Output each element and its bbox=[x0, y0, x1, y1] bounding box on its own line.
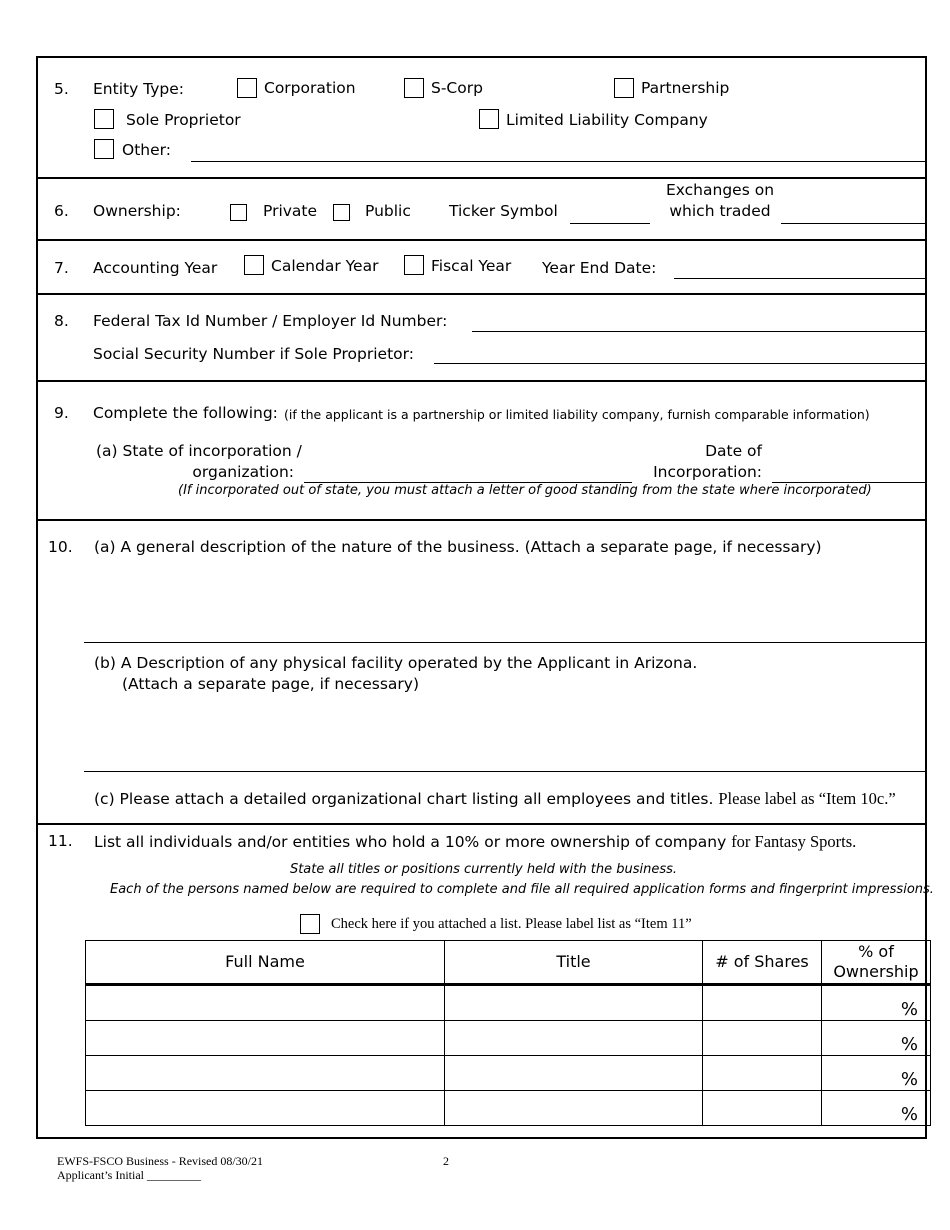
attached-list-checkbox[interactable] bbox=[300, 914, 320, 934]
year-end-date-label: Year End Date: bbox=[542, 259, 657, 277]
fein-label: Federal Tax Id Number / Employer Id Number: bbox=[93, 312, 448, 330]
state-incorporation-label-line1: (a) State of incorporation / bbox=[96, 442, 302, 460]
ssn-label: Social Security Number if Sole Proprietor: bbox=[93, 345, 414, 363]
item-number: 9. bbox=[54, 404, 69, 422]
table-row bbox=[86, 1091, 931, 1126]
partnership-label: Partnership bbox=[641, 79, 730, 97]
complete-following-label: Complete the following: bbox=[93, 404, 278, 422]
item-number: 6. bbox=[54, 202, 69, 220]
llc-label: Limited Liability Company bbox=[506, 111, 708, 129]
calendar-year-checkbox[interactable] bbox=[244, 255, 264, 275]
exchanges-label-line1: Exchanges on bbox=[665, 181, 775, 199]
entity-type-label: Entity Type: bbox=[93, 80, 185, 98]
title-cell[interactable] bbox=[445, 1056, 703, 1091]
year-end-date-input[interactable] bbox=[674, 278, 927, 279]
other-entity-input[interactable] bbox=[191, 161, 927, 162]
table-row bbox=[86, 1021, 931, 1056]
full-name-cell[interactable] bbox=[86, 985, 445, 1021]
sole-proprietor-label: Sole Proprietor bbox=[126, 111, 241, 129]
form-id: EWFS-FSCO Business - Revised 08/30/21 bbox=[57, 1154, 264, 1168]
header-ownership-pct: % of Ownership bbox=[822, 941, 931, 985]
applicant-initial: Applicant’s Initial _________ bbox=[57, 1168, 201, 1182]
facility-description-label-line1: (b) A Description of any physical facility operated by the Applicant in Arizona. bbox=[94, 654, 698, 672]
form-frame bbox=[36, 56, 934, 1139]
section-entity-type bbox=[38, 58, 925, 179]
header-shares: # of Shares bbox=[703, 941, 822, 985]
business-description-area[interactable] bbox=[84, 642, 927, 643]
business-description-label: (a) A general description of the nature of the business. (Attach a separate page, if necessary) bbox=[94, 538, 822, 556]
fein-input[interactable] bbox=[472, 331, 927, 332]
fingerprint-note: Each of the persons named below are required to complete and file all required application forms and fingerprint impressions. bbox=[110, 882, 934, 897]
item-number: 5. bbox=[54, 80, 69, 98]
full-name-cell[interactable] bbox=[86, 1056, 445, 1091]
facility-description-label-line2: (Attach a separate page, if necessary) bbox=[122, 675, 420, 693]
fiscal-year-checkbox[interactable] bbox=[404, 255, 424, 275]
attached-list-label: Check here if you attached a list. Please label list as “Item 11” bbox=[331, 916, 692, 932]
org-chart-label-note: Please label as “Item 10c.” bbox=[718, 789, 896, 808]
header-title: Title bbox=[445, 941, 703, 985]
calendar-year-label: Calendar Year bbox=[271, 257, 379, 275]
ownership-pct-cell[interactable]: % bbox=[822, 1056, 931, 1091]
public-checkbox[interactable] bbox=[333, 204, 350, 221]
accounting-year-label: Accounting Year bbox=[93, 259, 218, 277]
table-row bbox=[86, 1056, 931, 1091]
item-number: 11. bbox=[48, 832, 73, 850]
item-number: 8. bbox=[54, 312, 69, 330]
state-incorporation-label-line2: organization: bbox=[192, 463, 294, 481]
item-number: 10. bbox=[48, 538, 73, 556]
title-cell[interactable] bbox=[445, 1021, 703, 1056]
ticker-symbol-input[interactable] bbox=[570, 223, 650, 224]
exchanges-input[interactable] bbox=[781, 223, 927, 224]
page-number: 2 bbox=[443, 1154, 449, 1168]
ownership-list-label-suffix: for Fantasy Sports. bbox=[731, 832, 857, 851]
shares-cell[interactable] bbox=[703, 1056, 822, 1091]
exchanges-label-line2: which traded bbox=[669, 202, 771, 220]
table-header-row bbox=[86, 941, 931, 985]
ownership-pct-cell[interactable]: % bbox=[822, 985, 931, 1021]
ticker-symbol-label: Ticker Symbol bbox=[449, 202, 558, 220]
section-tax-id bbox=[38, 295, 925, 382]
section-ownership bbox=[38, 179, 925, 241]
ssn-input[interactable] bbox=[434, 363, 927, 364]
full-name-cell[interactable] bbox=[86, 1021, 445, 1056]
ownership-label: Ownership: bbox=[93, 202, 181, 220]
corporation-checkbox[interactable] bbox=[237, 78, 257, 98]
org-chart-label bbox=[94, 789, 896, 809]
title-cell[interactable] bbox=[445, 985, 703, 1021]
partnership-checkbox[interactable] bbox=[614, 78, 634, 98]
private-checkbox[interactable] bbox=[230, 204, 247, 221]
full-name-cell[interactable] bbox=[86, 1091, 445, 1126]
item-number: 7. bbox=[54, 259, 69, 277]
section-ownership-list bbox=[38, 825, 934, 1137]
facility-description-area[interactable] bbox=[84, 771, 927, 772]
ownership-pct-cell[interactable]: % bbox=[822, 1091, 931, 1126]
section-business-description bbox=[38, 521, 925, 825]
section-accounting-year bbox=[38, 241, 925, 295]
other-label: Other: bbox=[122, 141, 171, 159]
section-incorporation bbox=[38, 382, 925, 521]
ownership-list-label bbox=[94, 832, 856, 852]
shares-cell[interactable] bbox=[703, 1021, 822, 1056]
comparable-info-note: (if the applicant is a partnership or limited liability company, furnish comparable information) bbox=[284, 407, 870, 422]
ownership-list-text: List all individuals and/or entities who hold a 10% or more ownership of company bbox=[94, 833, 727, 851]
header-full-name: Full Name bbox=[86, 941, 445, 985]
ownership-pct-cell[interactable]: % bbox=[822, 1021, 931, 1056]
shares-cell[interactable] bbox=[703, 1091, 822, 1126]
date-incorporation-label-line2: Incorporation: bbox=[653, 463, 762, 481]
title-cell[interactable] bbox=[445, 1091, 703, 1126]
sole-proprietor-checkbox[interactable] bbox=[94, 109, 114, 129]
s-corp-label: S-Corp bbox=[431, 79, 483, 97]
footer-left bbox=[57, 1154, 263, 1182]
table-row bbox=[86, 985, 931, 1021]
fiscal-year-label: Fiscal Year bbox=[431, 257, 512, 275]
shares-cell[interactable] bbox=[703, 985, 822, 1021]
org-chart-text: (c) Please attach a detailed organizational chart listing all employees and titles. bbox=[94, 790, 714, 808]
private-label: Private bbox=[263, 202, 318, 220]
s-corp-checkbox[interactable] bbox=[404, 78, 424, 98]
titles-note: State all titles or positions currently held with the business. bbox=[289, 862, 678, 877]
date-incorporation-label-line1: Date of bbox=[705, 442, 762, 460]
good-standing-note: (If incorporated out of state, you must attach a letter of good standing from the state where incorporated) bbox=[178, 483, 872, 498]
other-checkbox[interactable] bbox=[94, 139, 114, 159]
llc-checkbox[interactable] bbox=[479, 109, 499, 129]
ownership-table bbox=[85, 940, 931, 1126]
corporation-label: Corporation bbox=[264, 79, 356, 97]
public-label: Public bbox=[365, 202, 411, 220]
